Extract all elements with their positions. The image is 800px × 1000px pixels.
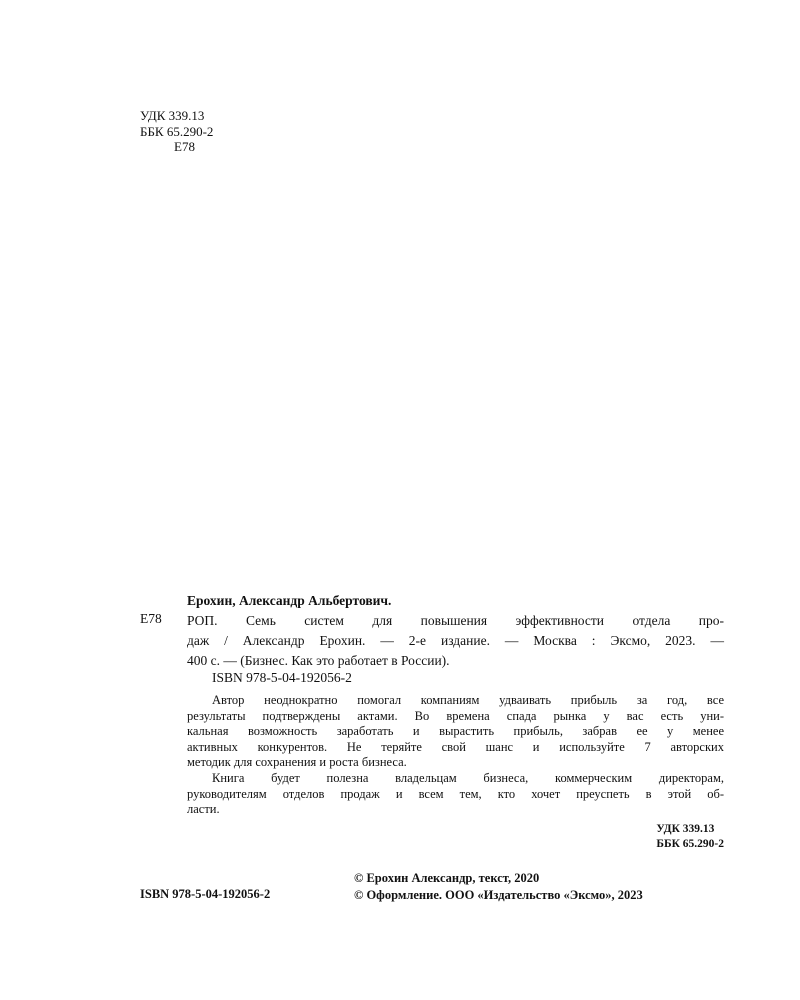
copyright-design: © Оформление. ООО «Издательство «Эксмо», 2023 xyxy=(354,888,643,902)
udk-code: УДК 339.13 xyxy=(140,108,205,123)
udk-code: УДК 339.13 xyxy=(656,823,715,835)
annotation-line: активных конкурентов. Не теряйте свой шанс и используйте 7 авторских xyxy=(187,739,724,754)
annotation-line: методик для сохранения и роста бизнеса. xyxy=(187,755,407,770)
copyright-block xyxy=(354,870,643,904)
catalog-description-line: даж / Александр Ерохин. — 2-е издание. — Москва : Эксмо, 2023. — xyxy=(187,633,724,648)
catalog-author: Ерохин, Александр Альбертович. xyxy=(187,593,392,608)
annotation-line: руководителям отделов продаж и всем тем, кто хочет преуспеть в этой об- xyxy=(187,786,724,801)
bbk-code: ББК 65.290-2 xyxy=(656,838,724,850)
annotation-line: кальная возможность заработать и вырастить прибыль, забрав ее у менее xyxy=(187,724,724,739)
catalog-description-line: 400 с. — (Бизнес. Как это работает в России). xyxy=(187,653,450,668)
annotation-line: ласти. xyxy=(187,802,220,817)
annotation-line: Автор неоднократно помогал компаниям удваивать прибыль за год, все xyxy=(212,693,724,707)
annotation-line: результаты подтверждены актами. Во времена спада рынка у вас есть уни- xyxy=(187,708,724,723)
catalog-author-sign: Е78 xyxy=(140,611,162,626)
annotation xyxy=(187,693,724,818)
catalog-description xyxy=(187,611,724,671)
copyright-text: © Ерохин Александр, текст, 2020 xyxy=(354,871,540,885)
top-classification-codes xyxy=(140,108,213,155)
right-classification-codes xyxy=(656,822,724,852)
bbk-code: ББК 65.290-2 xyxy=(140,123,214,139)
catalog-description-line: РОП. Семь систем для повышения эффективности отдела про- xyxy=(187,613,724,628)
catalog-isbn: ISBN 978-5-04-192056-2 xyxy=(212,670,352,685)
footer-isbn: ISBN 978-5-04-192056-2 xyxy=(140,887,271,901)
annotation-line: Книга будет полезна владельцам бизнеса, коммерческим директорам, xyxy=(212,770,724,785)
author-sign: Е78 xyxy=(174,139,195,154)
